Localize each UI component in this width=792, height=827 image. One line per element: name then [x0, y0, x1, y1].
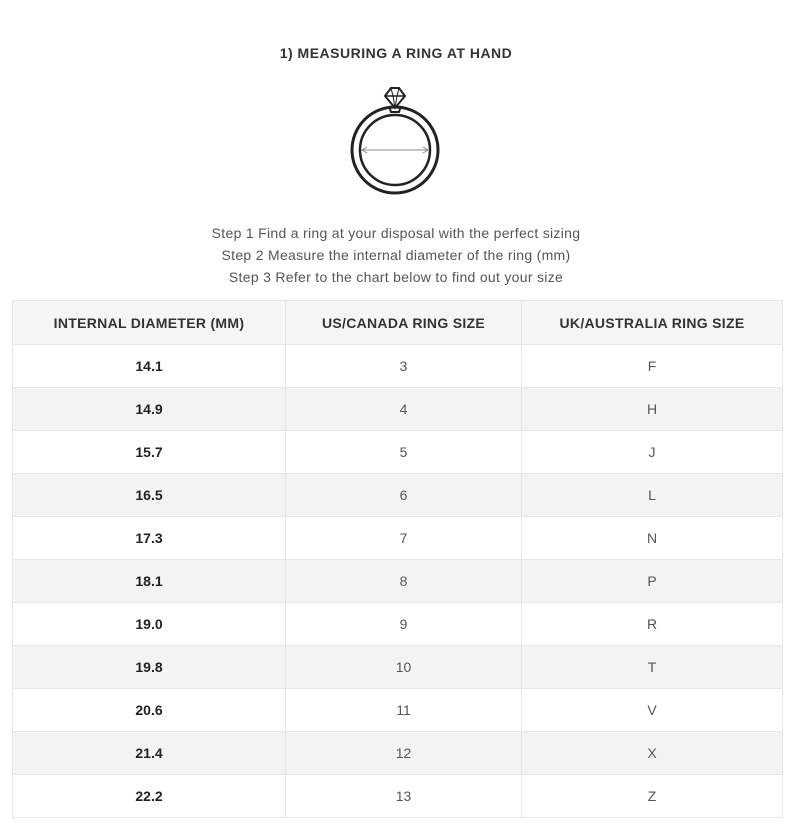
- table-row: [13, 689, 783, 732]
- step-2: Step 2 Measure the internal diameter of the ring (mm): [221, 247, 571, 263]
- cell-us-canada-size: 7: [286, 517, 522, 560]
- header-internal-diameter: INTERNAL DIAMETER (MM): [13, 301, 286, 345]
- table-row: [13, 603, 783, 646]
- table-row: [13, 388, 783, 431]
- cell-us-canada-size: 13: [286, 775, 522, 818]
- cell-us-canada-size: 11: [286, 689, 522, 732]
- table-header-row: [13, 301, 783, 345]
- cell-internal-diameter: 16.5: [13, 474, 286, 517]
- cell-internal-diameter: 20.6: [13, 689, 286, 732]
- cell-us-canada-size: 12: [286, 732, 522, 775]
- cell-uk-australia-size: R: [522, 603, 783, 646]
- cell-internal-diameter: 17.3: [13, 517, 286, 560]
- step-1: Step 1 Find a ring at your disposal with the perfect sizing: [211, 225, 581, 241]
- table-row: [13, 474, 783, 517]
- table-row: [13, 732, 783, 775]
- cell-uk-australia-size: X: [522, 732, 783, 775]
- cell-uk-australia-size: H: [522, 388, 783, 431]
- cell-internal-diameter: 14.9: [13, 388, 286, 431]
- header-uk-australia-size: UK/AUSTRALIA RING SIZE: [522, 301, 783, 345]
- step-3: Step 3 Refer to the chart below to find out your size: [228, 269, 564, 285]
- cell-us-canada-size: 3: [286, 345, 522, 388]
- cell-internal-diameter: 19.8: [13, 646, 286, 689]
- table-row: [13, 517, 783, 560]
- cell-us-canada-size: 8: [286, 560, 522, 603]
- cell-us-canada-size: 10: [286, 646, 522, 689]
- cell-us-canada-size: 5: [286, 431, 522, 474]
- ring-size-table: [12, 300, 783, 818]
- cell-internal-diameter: 21.4: [13, 732, 286, 775]
- page-title: 1) MEASURING A RING AT HAND: [279, 45, 513, 61]
- ring-with-diamond-icon: [343, 82, 447, 198]
- table-row: [13, 646, 783, 689]
- instructions: [0, 222, 792, 288]
- cell-internal-diameter: 19.0: [13, 603, 286, 646]
- cell-us-canada-size: 9: [286, 603, 522, 646]
- cell-internal-diameter: 14.1: [13, 345, 286, 388]
- table-row: [13, 560, 783, 603]
- cell-uk-australia-size: P: [522, 560, 783, 603]
- cell-us-canada-size: 6: [286, 474, 522, 517]
- cell-uk-australia-size: F: [522, 345, 783, 388]
- table-row: [13, 345, 783, 388]
- cell-us-canada-size: 4: [286, 388, 522, 431]
- table-row: [13, 775, 783, 818]
- cell-uk-australia-size: N: [522, 517, 783, 560]
- cell-internal-diameter: 22.2: [13, 775, 286, 818]
- table-row: [13, 431, 783, 474]
- cell-uk-australia-size: J: [522, 431, 783, 474]
- cell-internal-diameter: 15.7: [13, 431, 286, 474]
- cell-uk-australia-size: T: [522, 646, 783, 689]
- cell-uk-australia-size: L: [522, 474, 783, 517]
- cell-uk-australia-size: Z: [522, 775, 783, 818]
- cell-uk-australia-size: V: [522, 689, 783, 732]
- cell-internal-diameter: 18.1: [13, 560, 286, 603]
- header-us-canada-size: US/CANADA RING SIZE: [286, 301, 522, 345]
